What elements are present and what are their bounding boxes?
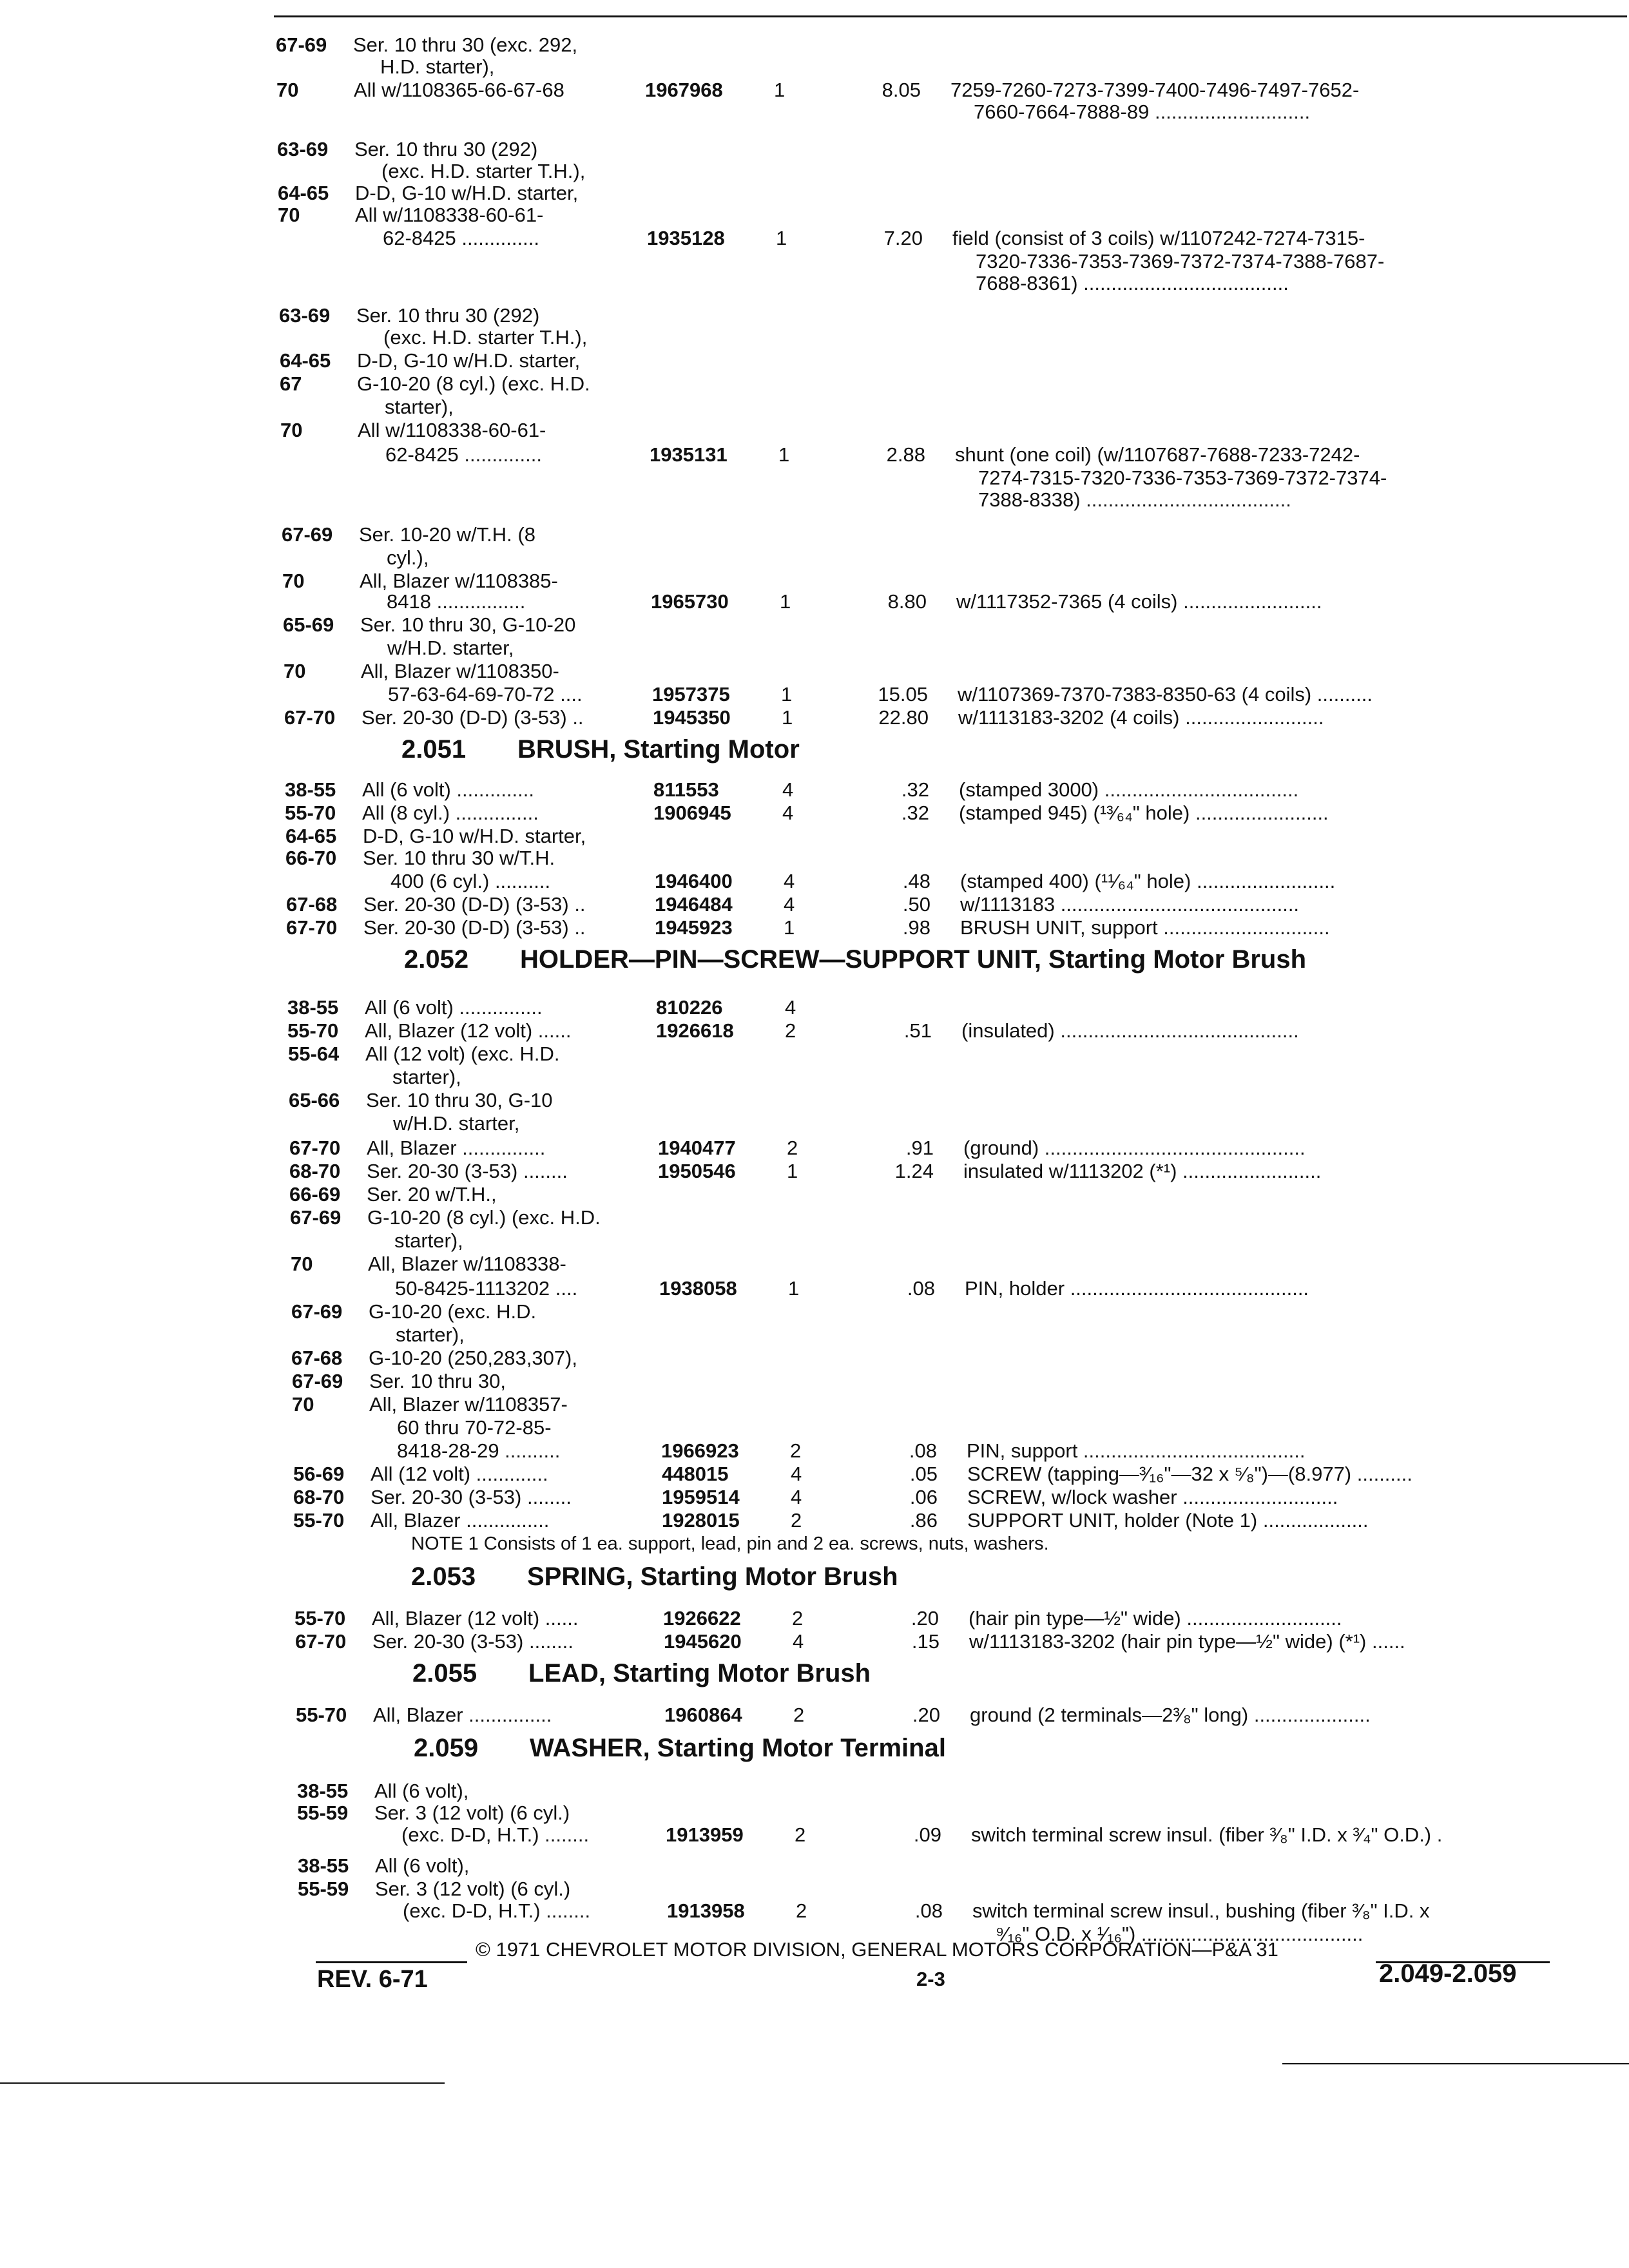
description: SCREW, w/lock washer ............................ [967,1486,1338,1508]
application-text: 60 thru 70-72-85- [397,1416,552,1439]
application-text: All w/1108338-60-61- [355,204,544,226]
part-number: 1945923 [655,916,733,939]
application-text: D-D, G-10 w/H.D. starter, [355,182,579,204]
model-year: 55-70 [287,1019,339,1042]
price: 15.05 [878,683,928,706]
model-year: 67-70 [284,706,336,729]
application-text: Ser. 20-30 (D-D) (3-53) .. [363,893,586,916]
part-number: 1935131 [650,443,728,466]
bottom-rule-left [0,2082,445,2084]
application-text: All, Blazer w/1108338- [368,1253,566,1275]
quantity: 4 [791,1463,802,1485]
price: .48 [902,870,930,892]
quantity: 4 [784,893,795,916]
application-text: Ser. 20-30 (D-D) (3-53) .. [363,916,586,939]
section-number: 2.053 [411,1562,476,1591]
price: .08 [909,1439,937,1462]
model-year: 64-65 [278,182,329,204]
part-number: 1967968 [645,79,723,101]
description: shunt (one coil) (w/1107687-7688-7233-7242- [955,443,1360,466]
quantity: 4 [793,1630,804,1653]
quantity: 1 [780,590,791,613]
model-year: 63-69 [279,304,331,327]
application-text: All, Blazer ............... [367,1137,546,1159]
copyright-line: © 1971 CHEVROLET MOTOR DIVISION, GENERAL MOTORS CORPORATION—P&A 31 [476,1938,1278,1961]
application-text: Ser. 10 thru 30, [369,1370,506,1392]
part-number: 1957375 [652,683,730,706]
application-text: G-10-20 (exc. H.D. [369,1300,537,1323]
part-number: 448015 [662,1463,729,1485]
description: 7259-7260-7273-7399-7400-7496-7497-7652- [950,79,1360,101]
model-year: 70 [278,204,300,226]
price: .32 [901,802,929,824]
application-text: 400 (6 cyl.) .......... [390,870,551,892]
quantity: 4 [785,996,796,1019]
quantity: 2 [787,1137,798,1159]
price: 8.05 [882,79,921,101]
quantity: 1 [776,227,787,249]
quantity: 4 [784,870,795,892]
application-text: Ser. 10 thru 30 w/T.H. [363,847,555,869]
application-text: D-D, G-10 w/H.D. starter, [357,349,581,372]
application-text: starter), [396,1323,465,1346]
model-year: 55-70 [294,1607,346,1629]
application-text: All w/1108365-66-67-68 [354,79,564,101]
description: (stamped 3000) ................................... [959,778,1299,801]
application-text: All, Blazer (12 volt) ...... [365,1019,572,1042]
model-year: 67-69 [276,34,327,56]
application-text: Ser. 3 (12 volt) (6 cyl.) [374,1802,570,1824]
application-text: All, Blazer w/1108385- [360,570,558,592]
model-year: 38-55 [297,1780,349,1802]
quantity: 2 [785,1019,796,1042]
top-rule [274,15,1627,17]
section-number: 2.059 [414,1734,479,1762]
part-number: 1913959 [666,1823,744,1846]
quantity: 1 [787,1160,798,1182]
description: (stamped 945) (¹³⁄₆₄" hole) ........................ [959,802,1329,824]
application-text: All (6 volt), [375,1854,470,1877]
price: .08 [914,1899,943,1922]
description: switch terminal screw insul., bushing (fiber ³⁄₈" I.D. x [972,1899,1430,1922]
description: ground (2 terminals—2³⁄₈" long) ..................... [970,1704,1371,1726]
model-year: 67-70 [286,916,338,939]
application-text: All (6 volt), [374,1780,469,1802]
price: .86 [909,1509,938,1532]
quantity: 1 [784,916,795,939]
part-number: 1959514 [662,1486,740,1508]
quantity: 2 [793,1704,805,1726]
description: w/1113183 ........................................... [960,893,1300,916]
section-title: SPRING, Starting Motor Brush [527,1562,898,1591]
part-number: 1945620 [664,1630,742,1653]
model-year: 55-70 [296,1704,347,1726]
price: 7.20 [883,227,923,249]
application-text: 8418 ................ [387,590,526,613]
price: 8.80 [887,590,927,613]
quantity: 1 [788,1277,800,1300]
model-year: 67-69 [282,523,333,546]
model-year: 65-66 [289,1089,340,1111]
application-text: All w/1108338-60-61- [358,419,546,441]
price: 1.24 [894,1160,934,1182]
application-text: Ser. 20-30 (3-53) ........ [367,1160,568,1182]
application-text: w/H.D. starter, [393,1112,520,1135]
description: w/1113183-3202 (4 coils) ......................... [958,706,1324,729]
quantity: 4 [791,1486,802,1508]
price: 22.80 [878,706,929,729]
section-title: LEAD, Starting Motor Brush [528,1659,871,1687]
application-text: w/H.D. starter, [387,637,514,659]
part-number: 1926622 [663,1607,741,1629]
section-title: HOLDER—PIN—SCREW—SUPPORT UNIT, Starting Motor Brush [520,945,1307,974]
model-year: 67-68 [291,1347,343,1369]
model-year: 70 [276,79,299,101]
application-text: All, Blazer w/1108350- [361,660,559,682]
description: ⁹⁄₁₆" O.D. x ¹⁄₁₆") ........................................ [996,1923,1364,1945]
page-number: 2-3 [916,1968,945,1990]
section-range: 2.049-2.059 [1379,1959,1517,1988]
application-text: All, Blazer ............... [373,1704,552,1726]
description: w/1107369-7370-7383-8350-63 (4 coils) .......... [958,683,1373,706]
model-year: 55-59 [298,1878,349,1900]
model-year: 68-70 [293,1486,345,1508]
application-text: All (6 volt) ............... [365,996,543,1019]
application-text: All, Blazer ............... [371,1509,550,1532]
quantity: 1 [781,683,793,706]
part-number: 1938058 [659,1277,737,1300]
application-text: 50-8425-1113202 .... [395,1277,578,1300]
application-text: All, Blazer (12 volt) ...... [372,1607,579,1629]
model-year: 56-69 [293,1463,345,1485]
model-year: 67-69 [291,1300,343,1323]
quantity: 2 [791,1509,802,1532]
application-text: 57-63-64-69-70-72 .... [388,683,583,706]
note-text: NOTE 1 Consists of 1 ea. support, lead, pin and 2 ea. screws, nuts, washers. [411,1533,1049,1554]
quantity: 2 [790,1439,802,1462]
application-text: G-10-20 (250,283,307), [369,1347,577,1369]
description: w/1117352-7365 (4 coils) ......................... [956,590,1322,613]
model-year: 64-65 [285,825,337,847]
application-text: (exc. H.D. starter T.H.), [383,326,588,349]
price: .15 [911,1630,940,1653]
application-text: All (6 volt) .............. [362,778,534,801]
application-text: 62-8425 .............. [385,443,542,466]
application-text: (exc. D-D, H.T.) ........ [403,1899,591,1922]
part-number: 1926618 [656,1019,734,1042]
model-year: 70 [282,570,305,592]
price: .05 [909,1463,938,1485]
description: (insulated) ........................................... [961,1019,1299,1042]
description: (hair pin type—½" wide) ............................ [969,1607,1342,1629]
model-year: 70 [292,1393,314,1416]
application-text: Ser. 20-30 (D-D) (3-53) .. [361,706,584,729]
application-text: Ser. 20-30 (3-53) ........ [372,1630,574,1653]
quantity: 1 [782,706,793,729]
model-year: 67-70 [295,1630,347,1653]
part-number: 811553 [653,778,719,801]
application-text: starter), [385,396,454,418]
model-year: 70 [291,1253,313,1275]
part-number: 1946484 [655,893,733,916]
price: .91 [905,1137,934,1159]
price: .06 [909,1486,938,1508]
model-year: 63-69 [277,138,329,160]
part-number: 1965730 [651,590,729,613]
footer-rule-left [316,1961,467,1963]
part-number: 1966923 [661,1439,739,1462]
part-number: 1935128 [647,227,725,249]
quantity: 4 [782,802,794,824]
application-text: Ser. 10-20 w/T.H. (8 [359,523,535,546]
description: SUPPORT UNIT, holder (Note 1) ................... [967,1509,1369,1532]
price: 2.88 [886,443,925,466]
part-number: 1960864 [664,1704,742,1726]
part-number: 1940477 [658,1137,736,1159]
application-text: All, Blazer w/1108357- [369,1393,568,1416]
description: (ground) ............................................... [963,1137,1306,1159]
application-text: 8418-28-29 .......... [397,1439,561,1462]
application-text: D-D, G-10 w/H.D. starter, [363,825,586,847]
description: field (consist of 3 coils) w/1107242-7274-7315- [952,227,1365,249]
part-number: 1946400 [655,870,733,892]
model-year: 68-70 [289,1160,341,1182]
description: PIN, holder ........................................... [965,1277,1309,1300]
quantity: 1 [774,79,786,101]
price: .50 [902,893,930,916]
quantity: 2 [792,1607,804,1629]
price: .51 [903,1019,932,1042]
model-year: 67-69 [290,1206,342,1229]
application-text: G-10-20 (8 cyl.) (exc. H.D. [357,372,590,395]
description: insulated w/1113202 (*¹) ......................... [963,1160,1322,1182]
model-year: 55-64 [288,1043,340,1065]
revision-label: REV. 6-71 [317,1966,428,1993]
application-text: 62-8425 .............. [383,227,539,249]
price: .32 [901,778,929,801]
description: w/1113183-3202 (hair pin type—½" wide) (*¹) ...... [969,1630,1405,1653]
part-number: 1950546 [658,1160,736,1182]
application-text: Ser. 20 w/T.H., [367,1183,497,1206]
description: SCREW (tapping—³⁄₁₆"—32 x ⁵⁄₈")—(8.977) .......... [967,1463,1412,1485]
model-year: 38-55 [287,996,339,1019]
model-year: 38-55 [298,1854,349,1877]
description: switch terminal screw insul. (fiber ³⁄₈" I.D. x ³⁄₄" O.D.) . [971,1823,1443,1846]
description: (stamped 400) (¹¹⁄₆₄" hole) ......................... [960,870,1336,892]
model-year: 55-70 [293,1509,345,1532]
bottom-rule-right [1282,2063,1629,2064]
quantity: 2 [795,1823,806,1846]
price: .20 [911,1607,939,1629]
application-text: Ser. 20-30 (3-53) ........ [371,1486,572,1508]
application-text: starter), [392,1066,461,1088]
part-number: 1913958 [667,1899,745,1922]
model-year: 67 [280,372,302,395]
application-text: Ser. 3 (12 volt) (6 cyl.) [375,1878,571,1900]
model-year: 64-65 [280,349,331,372]
application-text: starter), [394,1229,463,1252]
price: .09 [913,1823,941,1846]
model-year: 55-59 [297,1802,349,1824]
section-number: 2.052 [404,945,469,974]
model-year: 70 [280,419,303,441]
model-year: 70 [284,660,306,682]
model-year: 65-69 [283,613,334,636]
description: 7274-7315-7320-7336-7353-7369-7372-7374- [978,466,1387,489]
model-year: 55-70 [285,802,336,824]
quantity: 4 [782,778,794,801]
model-year: 38-55 [285,778,336,801]
description: BRUSH UNIT, support .............................. [960,916,1330,939]
section-number: 2.055 [412,1659,477,1687]
part-number: 1906945 [653,802,731,824]
model-year: 66-69 [289,1183,341,1206]
model-year: 66-70 [285,847,337,869]
description: 7388-8338) ..................................... [978,488,1291,511]
application-text: (exc. H.D. starter T.H.), [381,160,586,182]
description: 7688-8361) ..................................... [976,272,1289,294]
section-title: BRUSH, Starting Motor [517,735,800,764]
description: 7660-7664-7888-89 ............................ [974,101,1311,123]
model-year: 67-68 [286,893,338,916]
application-text: Ser. 10 thru 30, G-10-20 [360,613,576,636]
model-year: 67-70 [289,1137,341,1159]
description: PIN, support ........................................ [967,1439,1306,1462]
description: 7320-7336-7353-7369-7372-7374-7388-7687- [976,250,1385,273]
application-text: H.D. starter), [380,55,495,78]
part-number: 810226 [656,996,723,1019]
application-text: Ser. 10 thru 30, G-10 [366,1089,553,1111]
quantity: 1 [778,443,790,466]
section-number: 2.051 [401,735,467,764]
quantity: 2 [796,1899,807,1922]
application-text: All (12 volt) ............. [371,1463,548,1485]
part-number: 1945350 [653,706,731,729]
application-text: cyl.), [387,546,429,569]
price: .08 [907,1277,935,1300]
application-text: All (12 volt) (exc. H.D. [365,1043,560,1065]
price: .20 [912,1704,940,1726]
model-year: 67-69 [292,1370,343,1392]
application-text: Ser. 10 thru 30 (292) [354,138,538,160]
price: .98 [902,916,930,939]
application-text: Ser. 10 thru 30 (292) [356,304,540,327]
part-number: 1928015 [662,1509,740,1532]
application-text: Ser. 10 thru 30 (exc. 292, [353,34,578,56]
application-text: (exc. D-D, H.T.) ........ [401,1823,590,1846]
application-text: All (8 cyl.) ............... [362,802,539,824]
application-text: G-10-20 (8 cyl.) (exc. H.D. [367,1206,601,1229]
section-title: WASHER, Starting Motor Terminal [530,1734,946,1762]
